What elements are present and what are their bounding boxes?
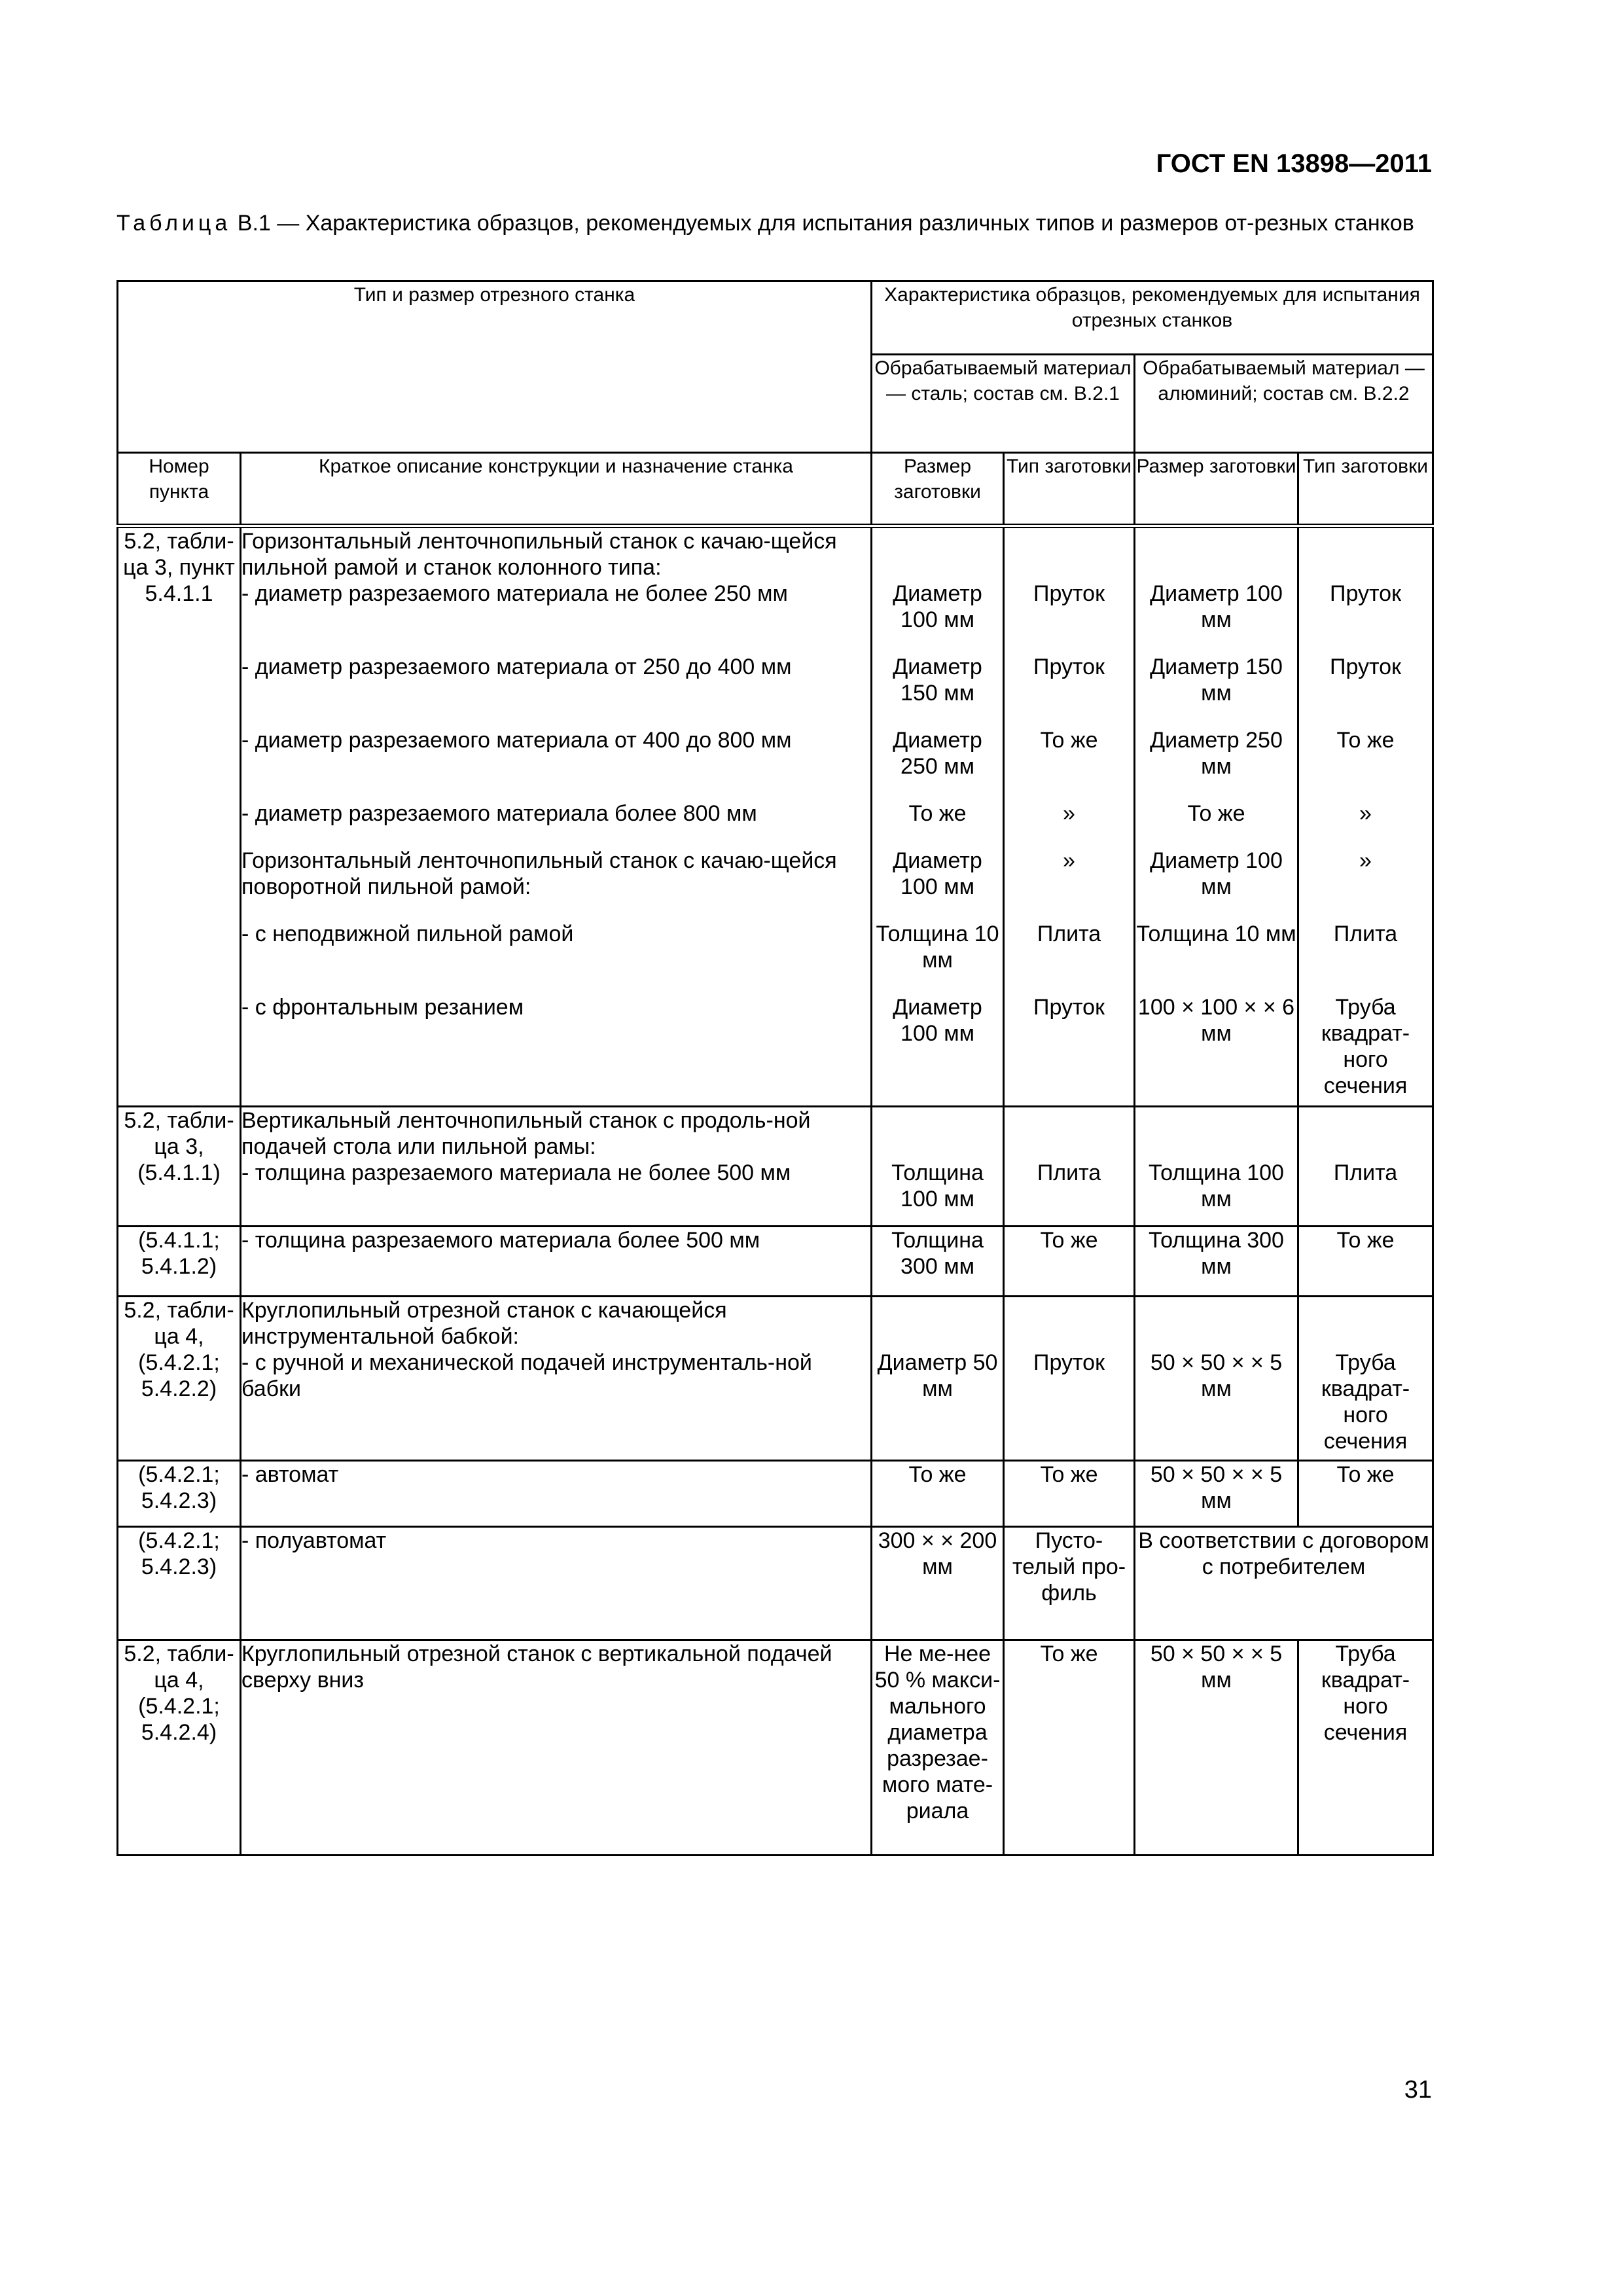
table-caption [116, 209, 1438, 237]
type-aluminium-cell [1298, 526, 1433, 1107]
header-material-aluminium: Обрабатываемый материал — алюминий; состав см. В.2.2 [1135, 355, 1433, 453]
header-machine-type: Тип и размер отрезного станка [118, 281, 872, 453]
description-line: - автомат [241, 1462, 339, 1487]
size-aluminium-cell [1135, 1297, 1298, 1461]
description-line: - диаметр разрезаемого материала не более 250 мм [241, 581, 788, 606]
item-number-cell: 5.2, табли-ца 4, (5.4.2.1; 5.4.2.2) [118, 1297, 241, 1461]
heading-spacer [1005, 528, 1133, 581]
type-steel-cell [1004, 1297, 1135, 1461]
description-line: Горизонтальный ленточнопильный станок с качаю-щейся поворотной пильной рамой: [241, 848, 837, 899]
size-aluminium-value: Толщина 100 мм [1149, 1160, 1284, 1211]
description-cell [241, 1297, 872, 1461]
size-steel-cell [872, 1527, 1004, 1640]
description-line: - диаметр разрезаемого материала более 800 мм [241, 801, 757, 826]
size-aluminium-value: 100 × 100 × × 6 мм [1137, 995, 1295, 1046]
type-aluminium-cell [1298, 1107, 1433, 1227]
item-number-cell: (5.4.1.1; 5.4.1.2) [118, 1227, 241, 1297]
type-steel-cell [1004, 1227, 1135, 1297]
size-steel-value: То же [908, 1462, 967, 1487]
type-steel-cell [1004, 1527, 1135, 1640]
type-aluminium-value: То же [1336, 1228, 1395, 1253]
type-steel-value: Пруток [1033, 655, 1105, 679]
type-steel-value: Пруток [1033, 995, 1105, 1020]
type-aluminium-value: Труба квадрат-ного сечения [1321, 1641, 1410, 1745]
type-aluminium-cell [1298, 1297, 1433, 1461]
table-row [118, 1527, 1433, 1640]
size-aluminium-value: Толщина 10 мм [1136, 922, 1296, 946]
description-cell [241, 1527, 872, 1640]
type-steel-value: Плита [1037, 1160, 1101, 1185]
description-line: - с ручной и механической подачей инструменталь-ной бабки [241, 1350, 812, 1401]
type-steel-value: То же [1040, 1641, 1098, 1666]
header-samples-group: Характеристика образцов, рекомендуемых для испытания отрезных станков [872, 281, 1433, 355]
table-row [118, 1461, 1433, 1527]
size-steel-value: Диаметр 250 мм [893, 728, 982, 779]
size-aluminium-value: Диаметр 100 мм [1150, 848, 1283, 899]
type-steel-value: Пусто-телый про-филь [1012, 1528, 1126, 1605]
header-row-1 [118, 281, 1433, 355]
size-aluminium-value: Диаметр 150 мм [1150, 655, 1283, 706]
header-size-aluminium: Размер заготовки [1135, 453, 1298, 526]
type-aluminium-cell [1298, 1461, 1433, 1527]
size-aluminium-cell [1135, 1227, 1298, 1297]
description-line: - с фронтальным резанием [241, 995, 524, 1020]
type-aluminium-value: Труба квадрат-ного сечения [1321, 995, 1410, 1098]
table-row [118, 1297, 1433, 1461]
heading-spacer [1299, 1107, 1432, 1160]
description-line: - полуавтомат [241, 1528, 387, 1553]
samples-table [116, 280, 1434, 1856]
machine-heading: Вертикальный ленточнопильный станок с продоль-ной подачей стола или пильной рамы: [241, 1108, 811, 1159]
type-aluminium-value: То же [1336, 728, 1395, 753]
page-number: 31 [1404, 2076, 1432, 2104]
table-row [118, 1640, 1433, 1856]
size-aluminium-value: 50 × 50 × × 5 мм [1150, 1462, 1283, 1513]
size-steel-value: Толщина 100 мм [891, 1160, 984, 1211]
type-aluminium-cell [1298, 1640, 1433, 1856]
type-aluminium-value: Плита [1333, 922, 1398, 946]
type-aluminium-value: Пруток [1330, 655, 1401, 679]
type-steel-cell [1004, 1640, 1135, 1856]
heading-spacer [1005, 1107, 1133, 1160]
type-steel-cell [1004, 1461, 1135, 1527]
size-steel-value: Диаметр 150 мм [893, 655, 982, 706]
description-cell [241, 1227, 872, 1297]
size-aluminium-value: 50 × 50 × × 5 мм [1150, 1350, 1283, 1401]
item-number-cell: 5.2, табли-ца 4, (5.4.2.1; 5.4.2.4) [118, 1640, 241, 1856]
type-steel-value: То же [1040, 728, 1098, 753]
heading-spacer [1135, 528, 1297, 581]
table-row [118, 526, 1433, 1107]
size-aluminium-cell [1135, 1640, 1298, 1856]
header-description: Краткое описание конструкции и назначение станка [241, 453, 872, 526]
size-steel-cell [872, 1640, 1004, 1856]
description-cell [241, 1461, 872, 1527]
type-steel-value: » [1063, 801, 1075, 826]
description-line: - диаметр разрезаемого материала от 400 до 800 мм [241, 728, 792, 753]
size-steel-cell [872, 526, 1004, 1107]
size-steel-value: Толщина 10 мм [876, 922, 999, 973]
type-steel-value: Пруток [1033, 581, 1105, 606]
item-number-cell: (5.4.2.1; 5.4.2.3) [118, 1461, 241, 1527]
header-row-3 [118, 453, 1433, 526]
type-steel-value: Пруток [1033, 1350, 1105, 1375]
item-number-cell: (5.4.2.1; 5.4.2.3) [118, 1527, 241, 1640]
type-steel-value: То же [1040, 1228, 1098, 1253]
type-steel-value: То же [1040, 1462, 1098, 1487]
size-aluminium-value: То же [1187, 801, 1245, 826]
header-material-steel: Обрабатываемый материал — сталь; состав см. В.2.1 [872, 355, 1135, 453]
description-cell [241, 1640, 872, 1856]
size-steel-cell [872, 1227, 1004, 1297]
size-steel-value: Диаметр 50 мм [877, 1350, 998, 1401]
type-aluminium-cell [1298, 1227, 1433, 1297]
size-aluminium-cell [1135, 1461, 1298, 1527]
description-cell [241, 1107, 872, 1227]
heading-spacer [1005, 1297, 1133, 1350]
size-steel-cell [872, 1461, 1004, 1527]
size-steel-value: Толщина 300 мм [891, 1228, 984, 1279]
heading-spacer [872, 1107, 1003, 1160]
type-aluminium-value: Пруток [1330, 581, 1401, 606]
header-item-number: Номер пункта [118, 453, 241, 526]
heading-spacer [872, 1297, 1003, 1350]
heading-spacer [1135, 1107, 1297, 1160]
machine-heading: Круглопильный отрезной станок с качающейся инструментальной бабкой: [241, 1298, 727, 1349]
type-steel-value: Плита [1037, 922, 1101, 946]
heading-spacer [872, 528, 1003, 581]
type-steel-value: » [1063, 848, 1075, 873]
header-type-aluminium: Тип заготовки [1298, 453, 1433, 526]
size-steel-value: Диаметр 100 мм [893, 581, 982, 632]
type-aluminium-value: Плита [1333, 1160, 1398, 1185]
caption-text: В.1 — Характеристика образцов, рекомендуемых для испытания различных типов и размеров от-резных станков [237, 211, 1414, 236]
description-line: - толщина разрезаемого материала более 500 мм [241, 1228, 760, 1253]
type-aluminium-value: » [1359, 801, 1372, 826]
table-row [118, 1107, 1433, 1227]
size-aluminium-value: Диаметр 100 мм [1150, 581, 1283, 632]
size-aluminium-value: Толщина 300 мм [1149, 1228, 1284, 1279]
size-steel-value: 300 × × 200 мм [878, 1528, 997, 1579]
description-line: - диаметр разрезаемого материала от 250 до 400 мм [241, 655, 792, 679]
type-steel-cell [1004, 526, 1135, 1107]
header-type-steel: Тип заготовки [1004, 453, 1135, 526]
size-steel-value: Диаметр 100 мм [893, 848, 982, 899]
size-steel-value: То же [908, 801, 967, 826]
item-number-cell: 5.2, табли-ца 3, (5.4.1.1) [118, 1107, 241, 1227]
description-line: Круглопильный отрезной станок с вертикальной подачей сверху вниз [241, 1641, 832, 1693]
size-steel-value: Диаметр 100 мм [893, 995, 982, 1046]
header-size-steel: Размер заготовки [872, 453, 1004, 526]
description-cell [241, 526, 872, 1107]
document-designation: ГОСТ EN 13898—2011 [1156, 149, 1432, 178]
size-steel-cell [872, 1107, 1004, 1227]
heading-spacer [1135, 1297, 1297, 1350]
heading-spacer [1299, 1297, 1432, 1350]
aluminium-merged-cell: В соответствии с договором с потребителем [1135, 1527, 1433, 1640]
size-aluminium-cell [1135, 1107, 1298, 1227]
size-steel-cell [872, 1297, 1004, 1461]
heading-spacer [1299, 528, 1432, 581]
machine-heading: Горизонтальный ленточнопильный станок с качаю-щейся пильной рамой и станок колонного типа: [241, 529, 837, 580]
type-aluminium-value: » [1359, 848, 1372, 873]
table-row [118, 1227, 1433, 1297]
size-aluminium-value: 50 × 50 × × 5 мм [1150, 1641, 1283, 1693]
description-line: - толщина разрезаемого материала не более 500 мм [241, 1160, 791, 1185]
item-number-cell: 5.2, табли-ца 3, пункт 5.4.1.1 [118, 526, 241, 1107]
type-steel-cell [1004, 1107, 1135, 1227]
size-steel-value: Не ме-нее 50 % макси-мального диаметра разрезае-мого мате-риала [874, 1641, 1001, 1823]
size-aluminium-cell [1135, 526, 1298, 1107]
type-aluminium-value: Труба квадрат-ного сечения [1321, 1350, 1410, 1454]
size-aluminium-value: Диаметр 250 мм [1150, 728, 1283, 779]
type-aluminium-value: То же [1336, 1462, 1395, 1487]
description-line: - с неподвижной пильной рамой [241, 922, 574, 946]
caption-prefix: Таблица [116, 211, 232, 236]
